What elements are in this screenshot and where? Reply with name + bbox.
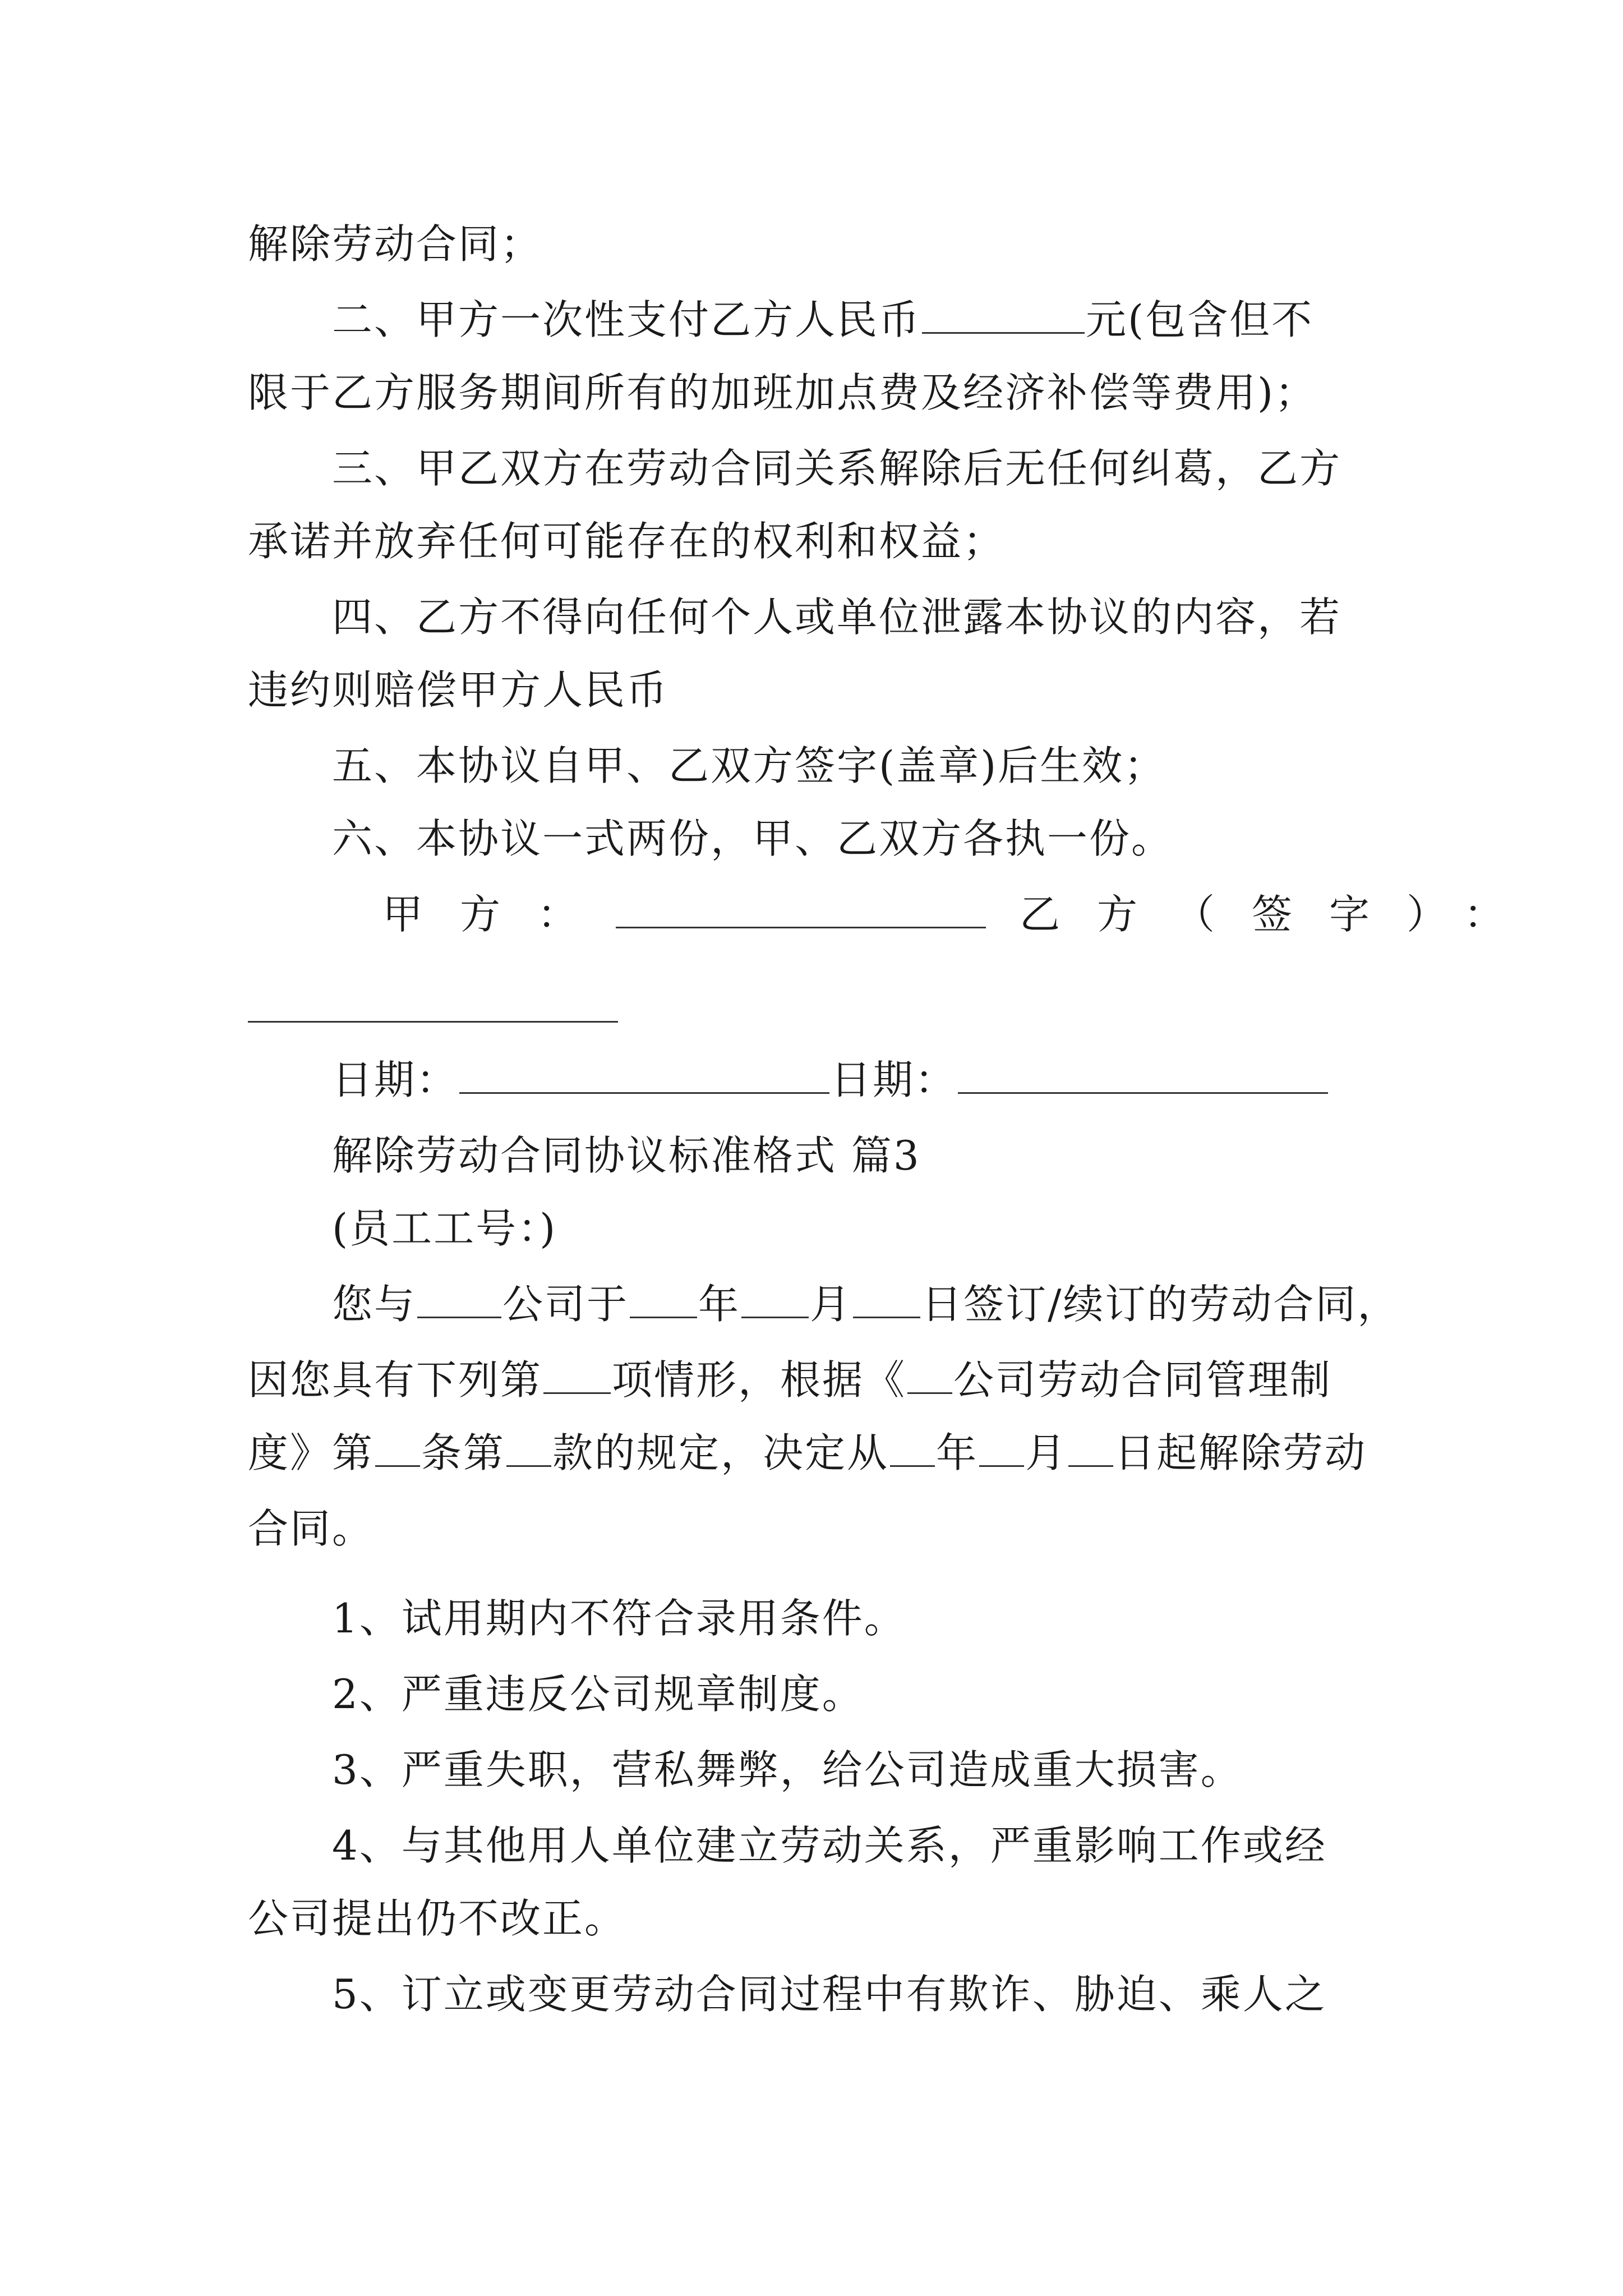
clause-4-line-1: 四、乙方不得向任何个人或单位泄露本协议的内容，若 (332, 593, 1342, 641)
clause-2-line-1 (248, 289, 1385, 351)
clause-text: 元(包含但不 (1086, 296, 1314, 343)
notice-text: 月 (810, 1281, 852, 1328)
notice-line-4: 合同。 (248, 1505, 375, 1552)
day-blank (853, 1283, 920, 1318)
document-page (248, 0, 1542, 2296)
employee-id-line: (员工工号：) (332, 1205, 557, 1252)
notice-text: 日签订/续订的劳动合同， (921, 1281, 1400, 1328)
party-b-blank (248, 1021, 618, 1023)
month-blank (741, 1283, 809, 1318)
clause-text: 二、甲方一次性支付乙方人民币 (332, 296, 921, 343)
notice-text: 款的规定，决定从 (552, 1429, 889, 1476)
month-blank-2 (979, 1432, 1024, 1467)
party-a-label: 甲方： (382, 891, 615, 938)
article-blank (375, 1432, 420, 1467)
list-item: 2、严重违反公司规章制度。 (332, 1671, 864, 1718)
notice-text: 公司劳动合同管理制 (953, 1356, 1332, 1404)
clause-3-line-2: 承诺并放弃任何可能存在的权利和权益； (248, 518, 1006, 565)
party-a-blank (616, 893, 986, 928)
clause-6: 六、本协议一式两份，甲、乙双方各执一份。 (332, 815, 1174, 862)
date-line (248, 1049, 1385, 1111)
notice-text: 日起解除劳动 (1114, 1429, 1367, 1476)
list-item: 5、订立或变更劳动合同过程中有欺诈、胁迫、乘人之 (332, 1971, 1327, 2018)
clause-5: 五、本协议自甲、乙双方签字(盖章)后生效； (332, 742, 1166, 789)
company-blank (417, 1283, 501, 1318)
notice-text: 年 (936, 1429, 979, 1476)
clause-blank (506, 1432, 551, 1467)
text-line: 解除劳动合同； (248, 220, 543, 268)
signature-line (248, 884, 1542, 945)
list-item: 1、试用期内不符合录用条件。 (332, 1595, 906, 1642)
date-label-b: 日期： (831, 1056, 957, 1103)
item-blank (543, 1359, 611, 1394)
notice-line-3 (248, 1422, 1385, 1484)
clause-4-line-2: 违约则赔偿甲方人民币 (248, 666, 669, 714)
notice-text: 条第 (421, 1429, 506, 1476)
section-title: 解除劳动合同协议标准格式 篇3 (332, 1132, 921, 1179)
company-blank-2 (907, 1359, 952, 1394)
notice-line-2 (248, 1349, 1385, 1411)
amount-blank (922, 298, 1085, 334)
notice-text: 月 (1025, 1429, 1068, 1476)
date-blank-b (958, 1059, 1328, 1094)
list-item: 4、与其他用人单位建立劳动关系，严重影响工作或经 (332, 1822, 1327, 1869)
notice-text: 项情形，根据《 (612, 1356, 907, 1404)
list-item: 3、严重失职，营私舞弊，给公司造成重大损害。 (332, 1746, 1243, 1793)
clause-2-line-2: 限于乙方服务期间所有的加班加点费及经济补偿等费用)； (248, 369, 1317, 416)
notice-text: 因您具有下列第 (248, 1356, 543, 1404)
year-blank-2 (890, 1432, 935, 1467)
date-blank-a (459, 1059, 829, 1094)
clause-3-line-1: 三、甲乙双方在劳动合同关系解除后无任何纠葛，乙方 (332, 445, 1342, 492)
notice-text: 公司于 (502, 1281, 629, 1328)
notice-text: 度》第 (248, 1429, 375, 1476)
party-b-label: 乙方（签字）： (1020, 891, 1542, 938)
date-label-a: 日期： (332, 1056, 459, 1103)
list-item-continued: 公司提出仍不改正。 (248, 1895, 627, 1942)
notice-text: 您与 (332, 1281, 417, 1328)
notice-text: 年 (698, 1281, 741, 1328)
year-blank (630, 1283, 697, 1318)
notice-line-1 (248, 1273, 1400, 1335)
day-blank-2 (1068, 1432, 1113, 1467)
